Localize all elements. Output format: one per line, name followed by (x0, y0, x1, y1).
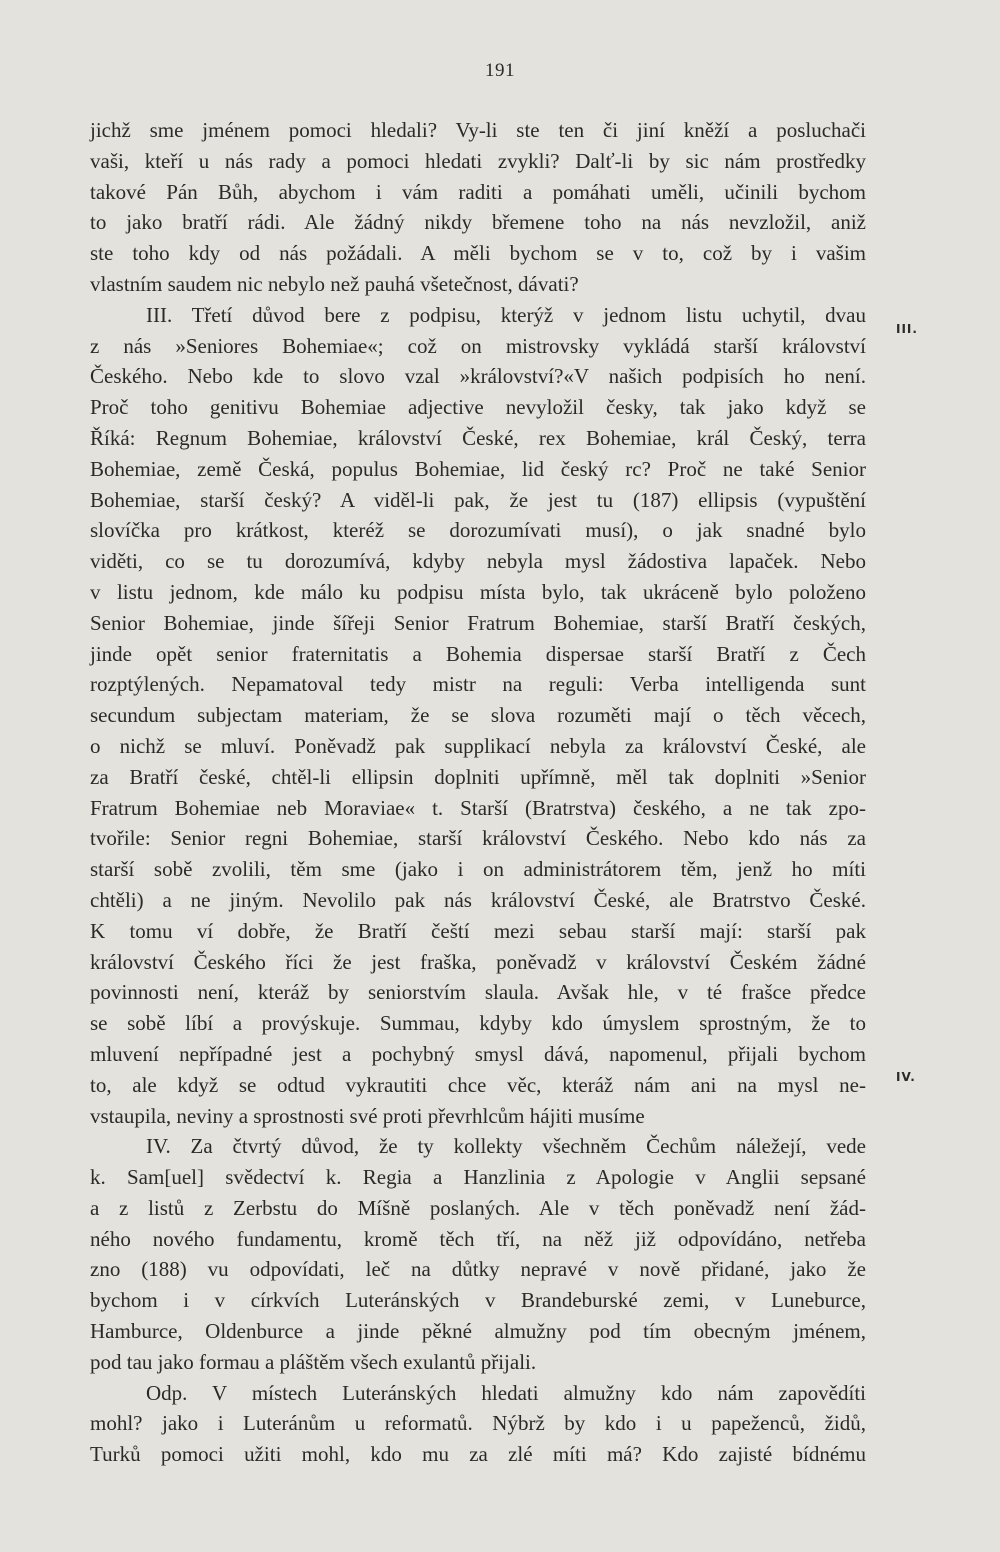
text-line: III. Třetí důvod bere z podpisu, kterýž v jednom listu uchytil, dvau (146, 302, 866, 327)
text-line: viděti, co se tu dorozumívá, kdyby nebyla mysl žádostiva lapaček. Nebo (90, 549, 866, 574)
text-line: Proč toho genitivu Bohemiae adjective nevyložil česky, tak jako když se (90, 395, 866, 420)
text-line: vaši, kteří u nás rady a pomoci hledati zvykli? Dalť-li by sic nám prostředky (90, 148, 866, 173)
margin-note-iii: III. (896, 322, 918, 336)
text-line: Turků pomoci užiti mohl, kdo mu za zlé míti má? Kdo zajisté bídnému (90, 1442, 866, 1467)
text-line: Senior Bohemiae, jinde šířeji Senior Fratrum Bohemiae, starší Bratří českých, (90, 610, 866, 635)
text-line: ného nového fundamentu, kromě těch tří, na něž již odpovídáno, netřeba (90, 1226, 866, 1251)
text-line: zno (188) vu odpovídati, leč na důtky nepravé v nově přidané, jako že (90, 1257, 866, 1282)
text-line: bychom i v církvích Luteránských v Brandeburské zemi, v Luneburce, (90, 1288, 866, 1313)
text-line: chtěli) a ne jiným. Nevolilo pak nás království České, ale Bratrstvo České. (90, 887, 866, 912)
text-line: mluvení nepřípadné jest a pochybný smysl dává, napomenul, přijali bychom (90, 1041, 866, 1066)
text-line: Hamburce, Oldenburce a jinde pěkné almužny pod tím obecným jménem, (90, 1319, 866, 1344)
margin-note-iv: IV. (896, 1070, 916, 1084)
text-line: IV. Za čtvrtý důvod, že ty kollekty všechněm Čechům náležejí, vede (146, 1134, 866, 1159)
text-line: a z listů z Zerbstu do Míšně poslaných. Ale v těch poněvadž není žád- (90, 1195, 866, 1220)
text-line: Fratrum Bohemiae neb Moraviae« t. Starší (Bratrstva) českého, a ne tak zpo- (90, 795, 866, 820)
text-line: v listu jednom, kde málo ku podpisu místa bylo, tak ukráceně bylo položeno (90, 579, 866, 604)
text-line: za Bratří české, chtěl-li ellipsin doplniti upřímně, měl tak doplniti »Senior (90, 764, 866, 789)
text-line: to jako bratří rádi. Ale žádný nikdy břemene toho na nás nevzložil, aniž (90, 210, 866, 235)
text-line: secundum subjectam materiam, že se slova rozuměti mají o těch věcech, (90, 703, 866, 728)
text-line: Bohemiae, země Česká, populus Bohemiae, lid český rc? Proč ne také Senior (90, 456, 866, 481)
text-line: jinde opět senior fraternitatis a Bohemia dispersae starší Bratří z Čech (90, 641, 866, 666)
page-number: 191 (485, 60, 515, 81)
text-line: Bohemiae, starší český? A viděl-li pak, že jest tu (187) ellipsis (vypuštění (90, 487, 866, 512)
text-line: mohl? jako i Luteránům u reformatů. Nýbrž by kdo i u papeženců, židů, (90, 1411, 866, 1436)
text-line: vlastním saudem nic nebylo než pauhá všetečnost, dávati? (90, 271, 579, 296)
text-line: vstaupila, neviny a sprostnosti své proti převrhlcům hájiti musíme (90, 1103, 645, 1128)
text-line: rozptýlených. Nepamatoval tedy mistr na reguli: Verba intelligenda sunt (90, 672, 866, 697)
text-line: Říká: Regnum Bohemiae, království České, rex Bohemiae, král Český, terra (90, 425, 866, 450)
text-line: o nichž se mluví. Poněvadž pak supplikací nebyla za království České, ale (90, 733, 866, 758)
text-line: ste toho kdy od nás požádali. A měli bychom se v to, což by i vašim (90, 241, 866, 266)
text-line: Českého. Nebo kde to slovo vzal »království?«V našich podpisích ho není. (90, 364, 866, 389)
text-line: k. Sam[uel] svědectví k. Regia a Hanzlinia z Apologie v Anglii sepsané (90, 1165, 866, 1190)
text-line: jichž sme jménem pomoci hledali? Vy-li ste ten či jiní kněží a posluchači (90, 118, 866, 142)
text-line: z nás »Seniores Bohemiae«; což on mistrovsky vykládá starší království (90, 333, 866, 358)
text-line: slovíčka pro krátkost, kteréž se dorozumívati musí), o jak snadné bylo (90, 518, 866, 543)
text-line: K tomu ví dobře, že Bratří čeští mezi sebau starší mají: starší pak (90, 918, 866, 943)
body-text (90, 115, 866, 1470)
text-line: tvořile: Senior regni Bohemiae, starší království Českého. Nebo kdo nás za (90, 826, 866, 851)
text-line: Odp. V místech Luteránských hledati almužny kdo nám zapovědíti (146, 1380, 866, 1405)
text-line: se sobě líbí a provýskuje. Summau, kdyby kdo úmyslem sprostným, že to (90, 1011, 866, 1036)
text-line: takové Pán Bůh, abychom i vám raditi a pomáhati uměli, učinili bychom (90, 179, 866, 204)
text-line: starší sobě zvolili, těm sme (jako i on administrátorem těm, jenž ho míti (90, 857, 866, 882)
text-line: povinnosti není, kteráž by seniorstvím slaula. Avšak hle, v té frašce předce (90, 980, 866, 1005)
text-line: pod tau jako formau a pláštěm všech exulantů přijali. (90, 1349, 537, 1374)
text-line: království Českého říci že jest fraška, poněvadž v království Českém žádné (90, 949, 866, 974)
text-line: to, ale když se odtud vykrautiti chce věc, kteráž nám ani na mysl ne- (90, 1072, 866, 1097)
